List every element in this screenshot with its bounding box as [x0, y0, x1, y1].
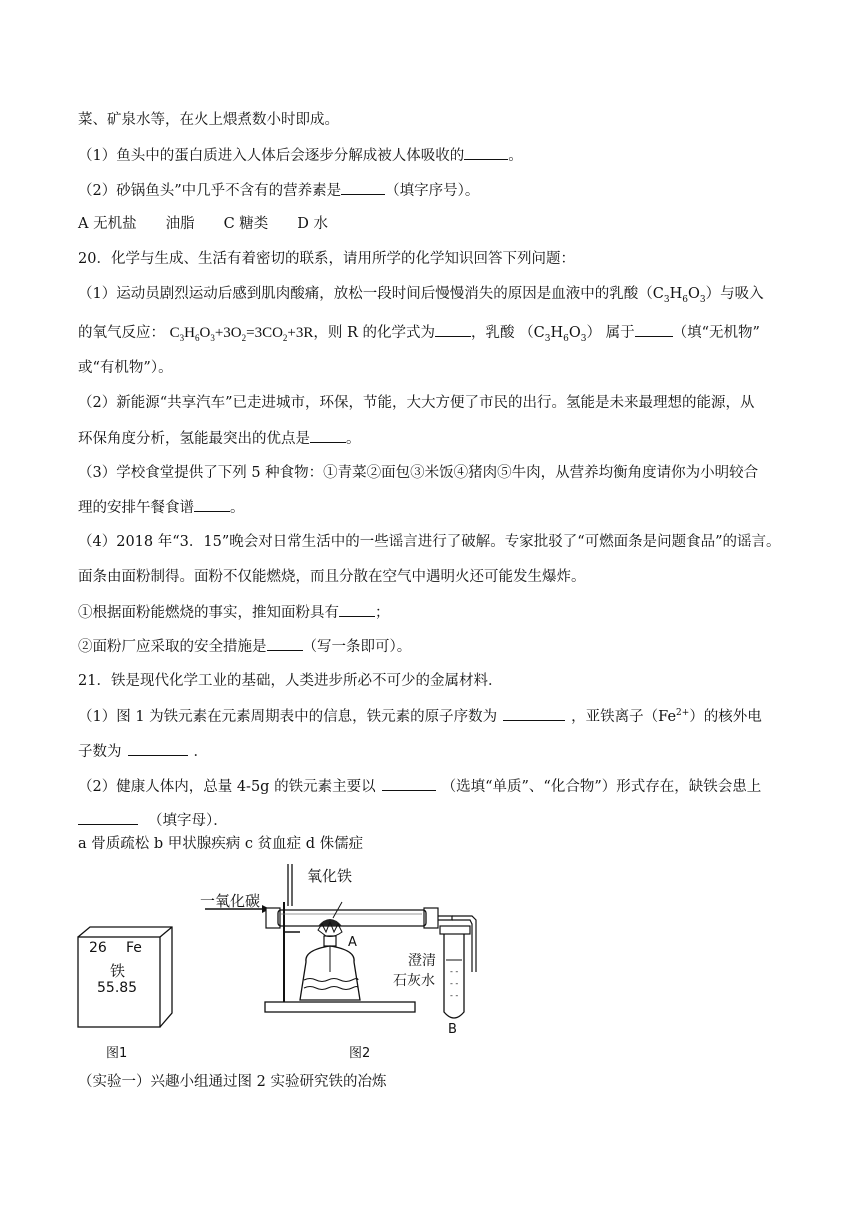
- answer-blank[interactable]: [267, 636, 303, 651]
- combustion-tube: [278, 910, 426, 926]
- question-20-1-equation: 的氧气反应： $C_3H_6O_3+3O_2=3CO_2+3R$，则 R 的化学式为 ，乳酸 $(C_3H_6O_3)$ 属于 （填“无机物”: [78, 322, 800, 343]
- carbon-monoxide-label: 一氧化碳: [200, 892, 261, 910]
- figure-2-caption: 图2: [349, 1046, 371, 1061]
- element-name: 铁: [110, 962, 126, 980]
- test-tube-stopper: [440, 926, 470, 934]
- question-21-1: （1）图 1 为铁元素在元素周期表中的信息，铁元素的原子序数为 ，亚铁离子$(Fe^{2+})$的核外电: [78, 706, 800, 727]
- answer-blank[interactable]: [341, 180, 385, 195]
- experiment-1-heading: （实验一）兴趣小组通过图 2 实验研究铁的冶炼: [78, 1074, 387, 1090]
- options-21: a 骨质疏松 b 甲状腺疾病 c 贫血症 d 侏儒症: [78, 836, 364, 852]
- limewater-label-1: 澄清: [408, 953, 436, 969]
- question-20-4-2: ②面粉厂应采取的安全措施是 （写一条即可）。: [78, 636, 800, 657]
- element-symbol: Fe: [126, 940, 142, 956]
- question-20-1: （1）运动员剧烈运动后感到肌肉酸痛，放松一段时间后慢慢消失的原因是血液中的乳酸$(C_3H_6O_3)$与吸入: [78, 286, 764, 305]
- question-20-3-cont: 理的安排午餐食谱 。: [78, 497, 800, 518]
- label-a: A: [348, 935, 357, 950]
- question-19-1: （1）鱼头中的蛋白质进入人体后会逐步分解成被人体吸收的 。: [78, 145, 800, 166]
- svg-text:- -: - -: [450, 991, 459, 1000]
- apparatus-diagram: [200, 862, 510, 1042]
- answer-blank[interactable]: [635, 322, 673, 337]
- answer-blank[interactable]: [382, 776, 436, 791]
- text-line: 或“有机物”）。: [78, 360, 173, 376]
- answer-blank[interactable]: [435, 322, 471, 337]
- question-21-1-cont: 子数为 ．: [78, 741, 800, 762]
- question-21-2-cont: （填字母）．: [78, 810, 800, 831]
- answer-blank[interactable]: [464, 145, 508, 160]
- figure-1-caption: 图1: [106, 1046, 128, 1061]
- test-tube: [444, 934, 464, 1018]
- limewater-label-2: 石灰水: [393, 973, 435, 989]
- answer-blank[interactable]: [310, 428, 346, 443]
- answer-blank[interactable]: [339, 602, 375, 617]
- question-20-4: （4）2018 年“3．15”晚会对日常生活中的一些谣言进行了破解。专家批驳了“可燃面条是问题食品”的谣言。: [78, 534, 781, 550]
- chemical-equation: $C_3H_6O_3+3O_2=3CO_2+3R$: [169, 325, 314, 343]
- question-20-2-cont: 环保角度分析，氢能最突出的优点是 。: [78, 428, 800, 449]
- question-21: 21．铁是现代化学工业的基础，人类进步所必不可少的金属材料．: [78, 673, 503, 689]
- question-20-2: （2）新能源“共享汽车”已走进城市，环保，节能，大大方便了市民的出行。氢能是未来最理想的能源，从: [78, 395, 755, 411]
- answer-blank[interactable]: [503, 706, 565, 721]
- atomic-number: 26: [89, 940, 107, 956]
- svg-text:- -: - -: [450, 979, 459, 988]
- answer-blank[interactable]: [78, 810, 138, 825]
- cell-corner-edge: [160, 927, 172, 937]
- answer-blank[interactable]: [194, 497, 230, 512]
- answer-blank[interactable]: [128, 741, 188, 756]
- iron-oxide-label: 氧化铁: [307, 867, 353, 885]
- stand-base: [265, 1002, 415, 1012]
- question-19-2: （2）砂锅鱼头”中几乎不含有的营养素是 （填字序号）。: [78, 180, 800, 201]
- question-21-2: （2）健康人体内，总量 4-5g 的铁元素主要以 （选填“单质”、“化合物”）形式存在，缺铁会患上: [78, 776, 800, 797]
- text-line: 菜、矿泉水等，在火上煨煮数小时即成。: [78, 112, 339, 128]
- text-line: 面条由面粉制得。面粉不仅能燃烧，而且分散在空气中遇明火还可能发生爆炸。: [78, 569, 586, 585]
- lamp-cap: [324, 936, 336, 946]
- question-20: 20．化学与生成、生活有着密切的联系，请用所学的化学知识回答下列问题：: [78, 251, 575, 267]
- label-b: B: [448, 1022, 457, 1037]
- question-20-3: （3）学校食堂提供了下列 5 种食物：①青菜②面包③米饭④猪肉⑤牛肉，从营养均衡角度请你为小明较合: [78, 465, 759, 481]
- options-19: A 无机盐 油脂 C 糖类 D 水: [78, 216, 329, 232]
- atomic-mass: 55.85: [97, 980, 138, 996]
- question-20-4-1: ①根据面粉能燃烧的事实，推知面粉具有 ；: [78, 602, 800, 623]
- svg-text:- -: - -: [450, 967, 459, 976]
